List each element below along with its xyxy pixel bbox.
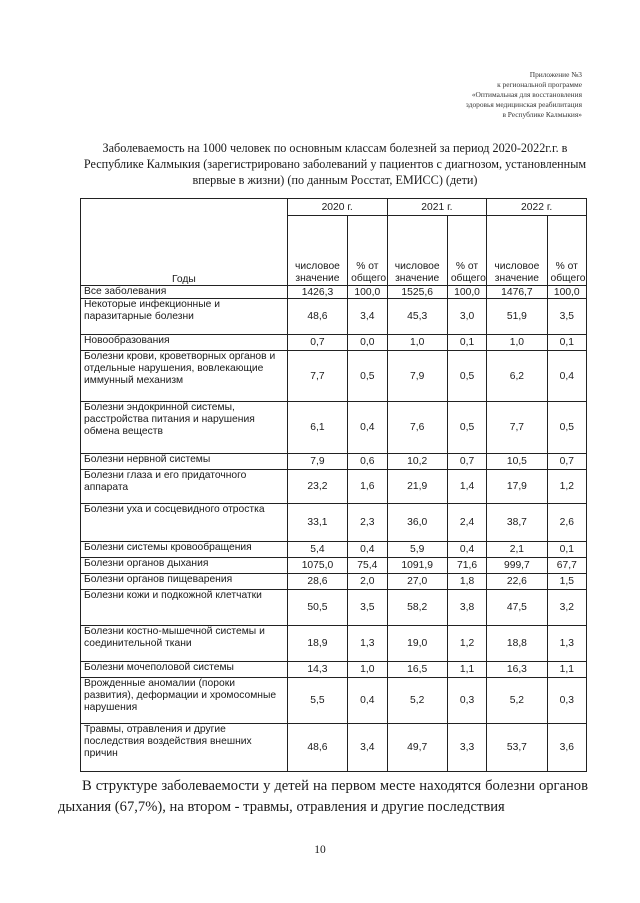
appendix-note [362, 70, 582, 120]
value-cell: 10,2 [387, 454, 447, 470]
percent-cell: 1,0 [348, 662, 387, 678]
percent-cell: 1,3 [348, 626, 387, 662]
percent-cell: 0,7 [547, 454, 586, 470]
table-row [81, 286, 587, 299]
disease-class-cell: Все заболевания [81, 286, 288, 299]
percent-cell: 1,3 [547, 626, 586, 662]
percent-cell: 3,0 [447, 299, 486, 335]
appendix-line: к региональной программе [497, 80, 582, 89]
percent-subheader: % от общего [547, 216, 586, 286]
percent-cell: 3,2 [547, 590, 586, 626]
percent-cell: 0,1 [547, 542, 586, 558]
value-cell: 38,7 [487, 504, 547, 542]
value-subheader: числовое значение [487, 216, 547, 286]
value-cell: 7,9 [287, 454, 347, 470]
value-cell: 5,5 [287, 678, 347, 724]
percent-cell: 1,2 [447, 626, 486, 662]
disease-class-cell: Болезни органов дыхания [81, 558, 288, 574]
percent-cell: 0,5 [447, 351, 486, 402]
disease-class-cell: Болезни нервной системы [81, 454, 288, 470]
value-cell: 2,1 [487, 542, 547, 558]
value-cell: 23,2 [287, 470, 347, 504]
body-paragraph: В структуре заболеваемости у детей на первом месте находятся болезни органов дыхания (67,7%), на втором - травмы, отравления и другие последствия [58, 778, 588, 815]
disease-class-cell: Болезни костно-мышечной системы и соединительной ткани [81, 626, 288, 662]
value-cell: 21,9 [387, 470, 447, 504]
table-row [81, 454, 587, 470]
value-cell: 16,5 [387, 662, 447, 678]
table-row [81, 574, 587, 590]
value-cell: 18,9 [287, 626, 347, 662]
percent-cell: 0,5 [348, 351, 387, 402]
percent-cell: 1,4 [447, 470, 486, 504]
value-cell: 51,9 [487, 299, 547, 335]
value-cell: 1476,7 [487, 286, 547, 299]
value-cell: 0,7 [287, 335, 347, 351]
value-cell: 18,8 [487, 626, 547, 662]
disease-class-cell: Болезни органов пищеварения [81, 574, 288, 590]
value-cell: 1525,6 [387, 286, 447, 299]
percent-cell: 1,6 [348, 470, 387, 504]
value-subheader: числовое значение [387, 216, 447, 286]
value-cell: 28,6 [287, 574, 347, 590]
percent-cell: 1,8 [447, 574, 486, 590]
percent-cell: 100,0 [547, 286, 586, 299]
years-header: Годы [81, 199, 288, 286]
percent-cell: 0,1 [447, 335, 486, 351]
percent-cell: 100,0 [447, 286, 486, 299]
value-cell: 36,0 [387, 504, 447, 542]
percent-cell: 3,5 [348, 590, 387, 626]
table-row [81, 724, 587, 772]
percent-cell: 0,6 [348, 454, 387, 470]
percent-cell: 0,1 [547, 335, 586, 351]
value-cell: 48,6 [287, 724, 347, 772]
percent-cell: 0,5 [547, 402, 586, 454]
value-cell: 1426,3 [287, 286, 347, 299]
value-cell: 19,0 [387, 626, 447, 662]
disease-class-cell: Болезни системы кровообращения [81, 542, 288, 558]
value-cell: 27,0 [387, 574, 447, 590]
appendix-line: в Республике Калмыкия» [502, 110, 582, 119]
value-cell: 5,2 [487, 678, 547, 724]
percent-cell: 2,0 [348, 574, 387, 590]
appendix-line: здоровья медицинская реабилитация [465, 100, 582, 109]
value-cell: 48,6 [287, 299, 347, 335]
value-cell: 5,2 [387, 678, 447, 724]
value-cell: 5,4 [287, 542, 347, 558]
year-header-2021: 2021 г. [387, 199, 487, 216]
percent-cell: 2,3 [348, 504, 387, 542]
disease-class-cell: Некоторые инфекционные и паразитарные болезни [81, 299, 288, 335]
value-cell: 47,5 [487, 590, 547, 626]
percent-cell: 67,7 [547, 558, 586, 574]
table-row [81, 351, 587, 402]
percent-cell: 3,6 [547, 724, 586, 772]
year-header-2022: 2022 г. [487, 199, 587, 216]
table-row [81, 335, 587, 351]
value-cell: 1,0 [487, 335, 547, 351]
percent-subheader: % от общего [447, 216, 486, 286]
value-cell: 6,1 [287, 402, 347, 454]
value-cell: 45,3 [387, 299, 447, 335]
percent-cell: 3,4 [348, 299, 387, 335]
percent-cell: 0,5 [447, 402, 486, 454]
table-row [81, 470, 587, 504]
value-cell: 58,2 [387, 590, 447, 626]
percent-cell: 3,3 [447, 724, 486, 772]
value-cell: 5,9 [387, 542, 447, 558]
disease-class-cell: Болезни уха и сосцевидного отростка [81, 504, 288, 542]
table-row [81, 299, 587, 335]
value-cell: 22,6 [487, 574, 547, 590]
disease-class-cell: Болезни глаза и его придаточного аппарата [81, 470, 288, 504]
disease-class-cell: Новообразования [81, 335, 288, 351]
percent-cell: 3,4 [348, 724, 387, 772]
table-row [81, 504, 587, 542]
table-row [81, 662, 587, 678]
value-cell: 7,9 [387, 351, 447, 402]
percent-cell: 1,1 [547, 662, 586, 678]
percent-cell: 0,4 [348, 542, 387, 558]
table-row [81, 558, 587, 574]
percent-cell: 0,4 [447, 542, 486, 558]
disease-class-cell: Травмы, отравления и другие последствия воздействия внешних причин [81, 724, 288, 772]
percent-cell: 0,0 [348, 335, 387, 351]
percent-cell: 1,5 [547, 574, 586, 590]
value-cell: 33,1 [287, 504, 347, 542]
percent-cell: 3,5 [547, 299, 586, 335]
value-cell: 7,7 [487, 402, 547, 454]
percent-cell: 0,7 [447, 454, 486, 470]
table-row [81, 678, 587, 724]
morbidity-table [80, 198, 587, 772]
table-row [81, 590, 587, 626]
value-cell: 999,7 [487, 558, 547, 574]
percent-cell: 1,1 [447, 662, 486, 678]
table-row [81, 402, 587, 454]
year-header-2020: 2020 г. [287, 199, 387, 216]
percent-cell: 0,4 [348, 402, 387, 454]
table-row [81, 542, 587, 558]
percent-cell: 75,4 [348, 558, 387, 574]
percent-cell: 1,2 [547, 470, 586, 504]
disease-class-cell: Врожденные аномалии (пороки развития), деформации и хромосомные нарушения [81, 678, 288, 724]
appendix-line: «Оптимальная для восстановления [471, 90, 582, 99]
table-title: Заболеваемость на 1000 человек по основным классам болезней за период 2020-2022г.г. в Республике Калмыкия (зарегистрировано заболеваний у пациентов с диагнозом, установленным впервые в жизни) (по данным Росстат, ЕМИСС) (дети) [83, 141, 587, 187]
value-cell: 7,6 [387, 402, 447, 454]
percent-cell: 100,0 [348, 286, 387, 299]
value-cell: 10,5 [487, 454, 547, 470]
value-cell: 7,7 [287, 351, 347, 402]
percent-cell: 2,4 [447, 504, 486, 542]
percent-cell: 3,8 [447, 590, 486, 626]
percent-cell: 0,4 [348, 678, 387, 724]
value-cell: 49,7 [387, 724, 447, 772]
percent-cell: 0,3 [547, 678, 586, 724]
value-cell: 1091,9 [387, 558, 447, 574]
value-cell: 1075,0 [287, 558, 347, 574]
disease-class-cell: Болезни кожи и подкожной клетчатки [81, 590, 288, 626]
percent-cell: 2,6 [547, 504, 586, 542]
value-cell: 6,2 [487, 351, 547, 402]
page-number: 10 [314, 844, 326, 856]
value-cell: 17,9 [487, 470, 547, 504]
value-cell: 50,5 [287, 590, 347, 626]
value-cell: 14,3 [287, 662, 347, 678]
disease-class-cell: Болезни крови, кроветворных органов и отдельные нарушения, вовлекающие иммунный механизм [81, 351, 288, 402]
percent-subheader: % от общего [348, 216, 387, 286]
disease-class-cell: Болезни эндокринной системы, расстройства питания и нарушения обмена веществ [81, 402, 288, 454]
value-cell: 53,7 [487, 724, 547, 772]
value-cell: 1,0 [387, 335, 447, 351]
percent-cell: 71,6 [447, 558, 486, 574]
value-subheader: числовое значение [287, 216, 347, 286]
appendix-line: Приложение №3 [529, 70, 582, 79]
percent-cell: 0,3 [447, 678, 486, 724]
percent-cell: 0,4 [547, 351, 586, 402]
table-row [81, 626, 587, 662]
disease-class-cell: Болезни мочеполовой системы [81, 662, 288, 678]
value-cell: 16,3 [487, 662, 547, 678]
